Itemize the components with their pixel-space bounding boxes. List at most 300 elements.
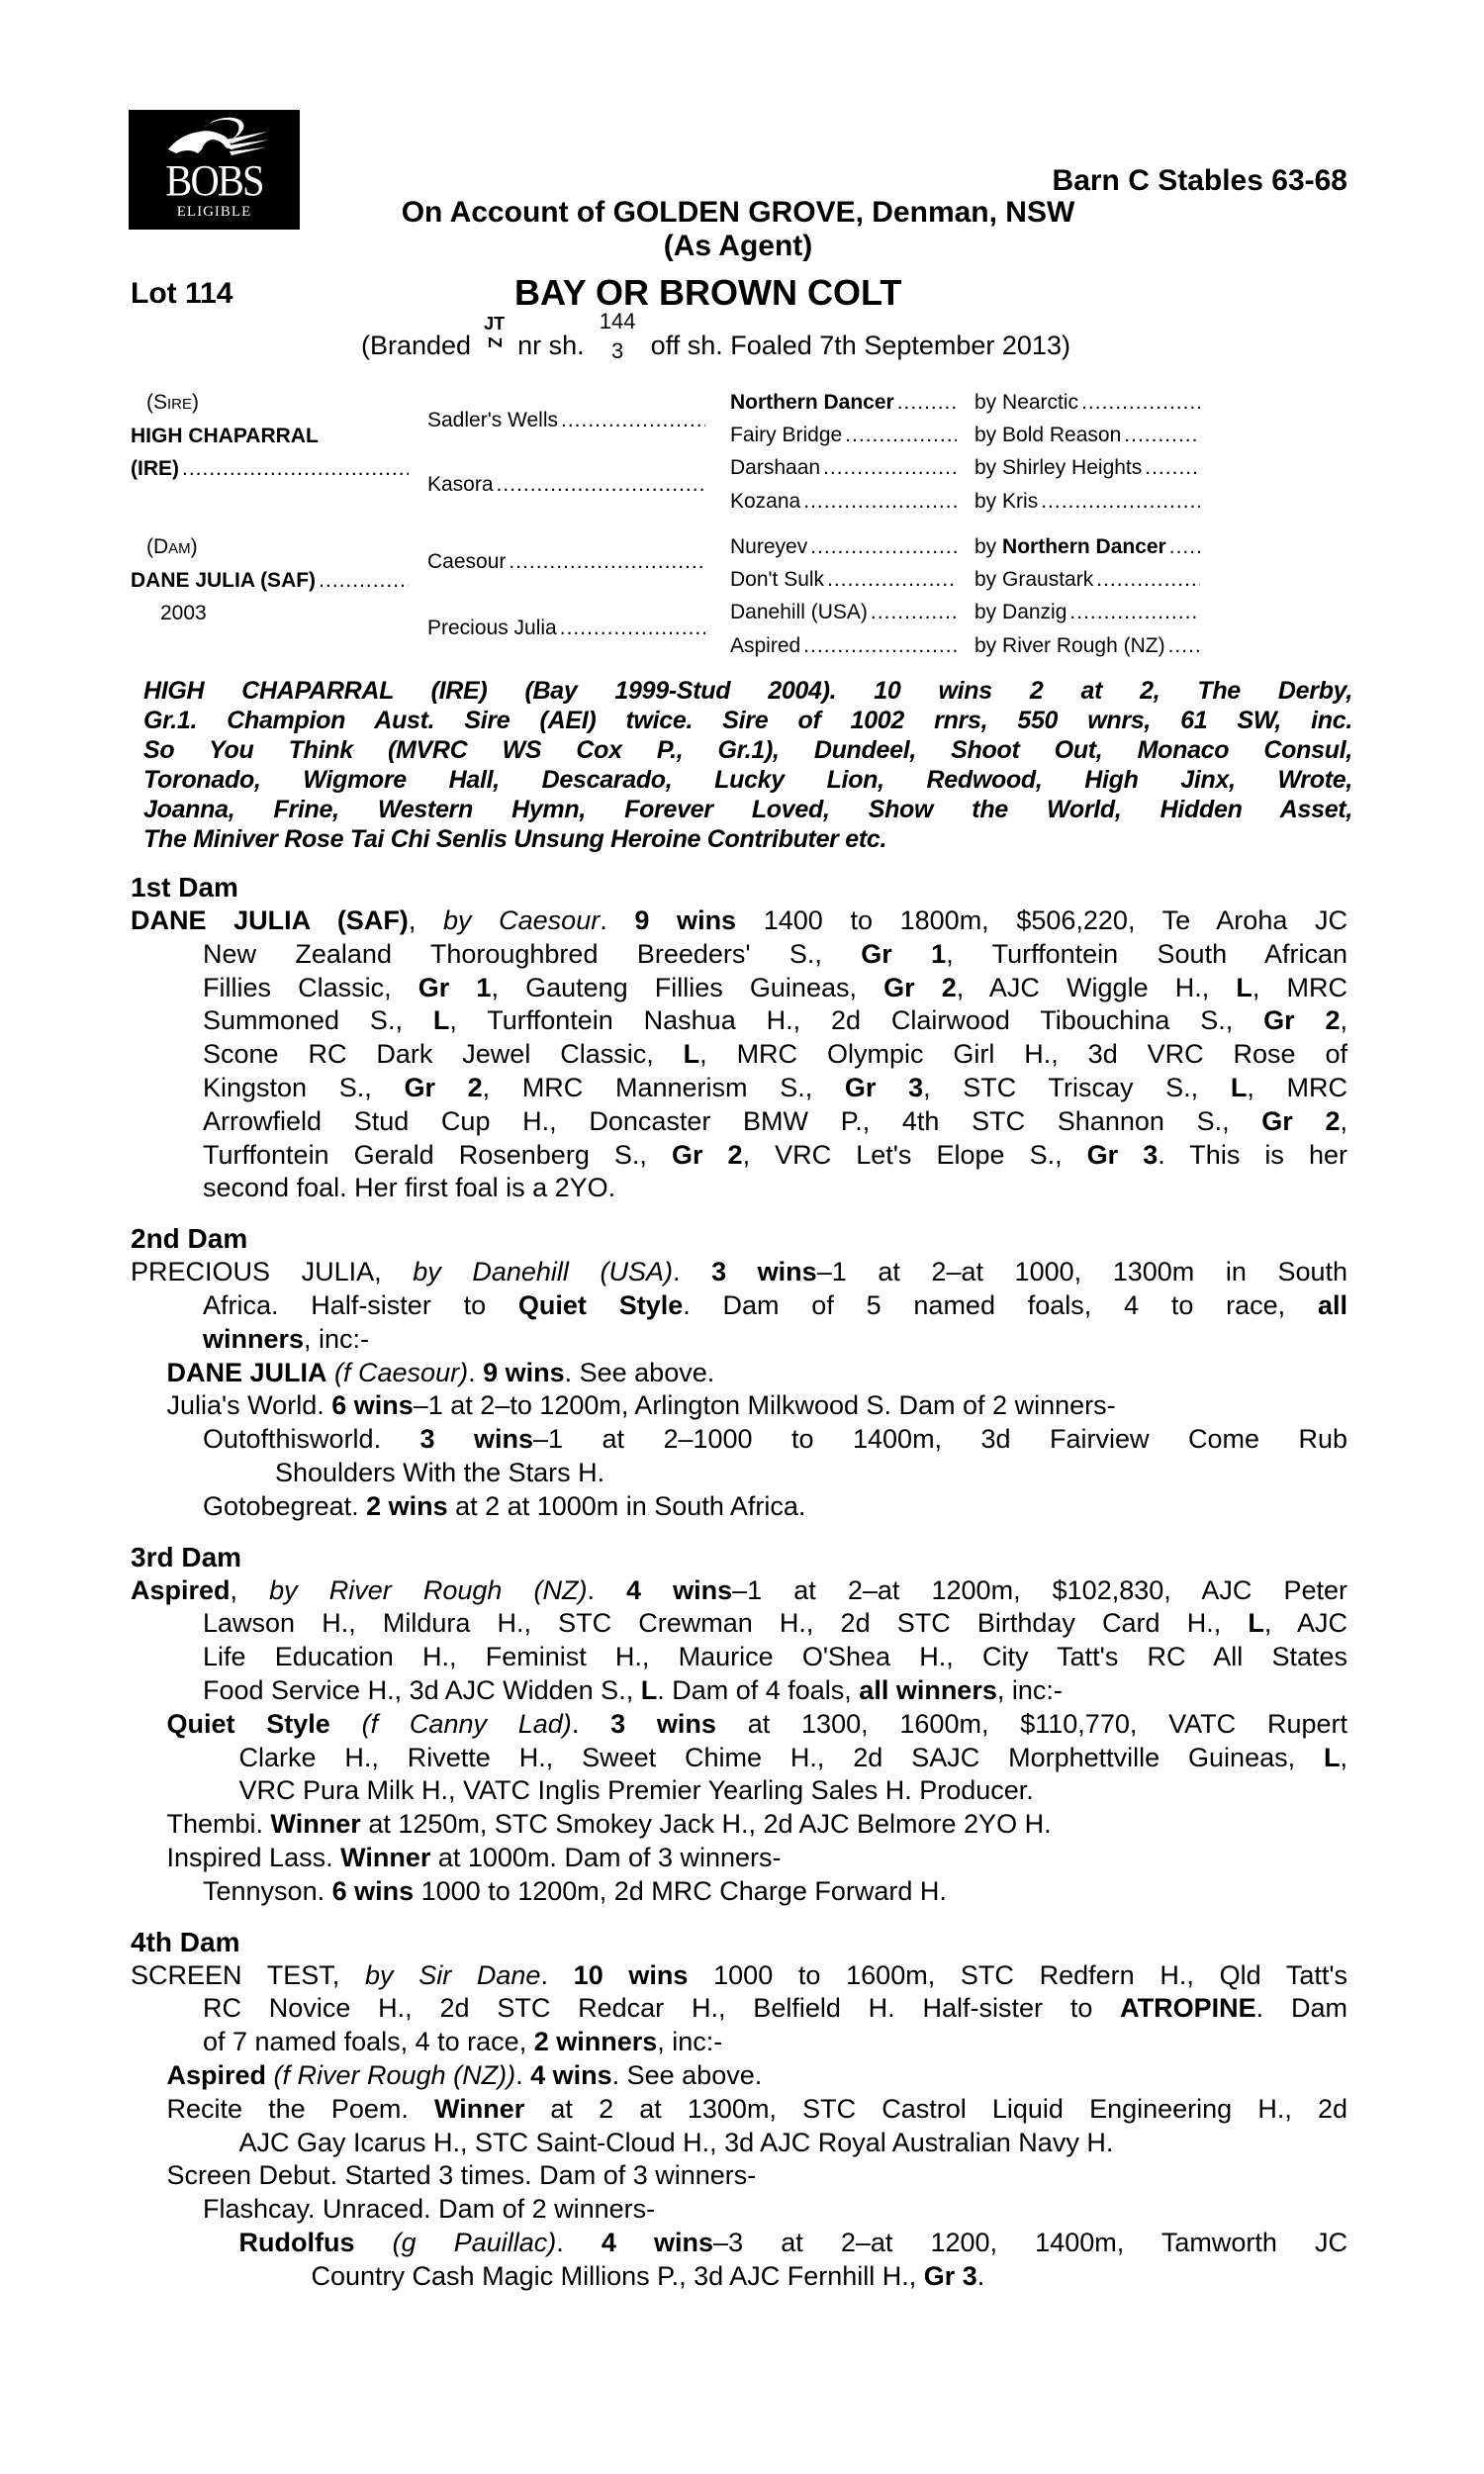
- granddam-maternal: [427, 616, 705, 641]
- text-line: [131, 1959, 1347, 1993]
- text-run: , STC Triscay S.,: [923, 1072, 1231, 1102]
- text-line: [203, 1105, 1347, 1139]
- by-prefix: by: [974, 456, 997, 479]
- italic-text: (f River Rough (NZ)): [273, 2059, 516, 2090]
- bold-text: 2 wins: [366, 1490, 448, 1521]
- ancestor-name: Nureyev: [730, 535, 808, 558]
- text-run: VRC Pura Milk H., VATC Inglis Premier Yearling Sales H. Producer.: [238, 1775, 1034, 1806]
- bold-text: 3 wins: [610, 1708, 716, 1739]
- bobs-eligible-logo: [129, 110, 300, 230]
- ancestor-name: Kasora: [427, 473, 494, 496]
- text-line: [275, 1457, 1347, 1490]
- dam-label: [146, 534, 198, 560]
- text-run: Turffontein Gerald Rosenberg S.,: [203, 1139, 672, 1170]
- text-run: at 1300, 1600m, $110,770, VATC Rupert: [715, 1708, 1347, 1739]
- text-run: second foal. Her first foal is a 2YO.: [203, 1173, 616, 1203]
- paren: (: [146, 535, 153, 558]
- bold-text: Gr 3: [844, 1072, 924, 1102]
- text-run: [266, 2060, 274, 2090]
- italic-text: by River Rough (NZ): [269, 1574, 588, 1605]
- bold-text: L: [640, 1674, 658, 1705]
- text-run: Kingston S.,: [203, 1072, 405, 1102]
- text-run: Shoulders With the Stars H.: [275, 1457, 605, 1487]
- text-line: [203, 938, 1347, 972]
- text-line: [239, 1774, 1348, 1808]
- bold-text: L: [1248, 1608, 1264, 1639]
- text-run: of 7 named foals, 4 to race,: [203, 2027, 534, 2057]
- text-run: ,: [408, 905, 443, 935]
- leader-dots: [845, 423, 957, 448]
- ancestor-name: Aspired: [730, 634, 801, 657]
- text-run: , Turffontein South African: [946, 938, 1347, 969]
- section-heading: 1st Dam: [131, 872, 238, 903]
- great-grandparent-sire: [974, 489, 1200, 515]
- great-grandparent: [730, 455, 957, 481]
- bold-text: Rudolfus: [238, 2227, 355, 2257]
- text-run: [327, 1358, 335, 1387]
- bold-text: Quiet Style: [517, 1289, 684, 1320]
- text-run: . This is her: [1158, 1139, 1347, 1170]
- great-grandparent: [730, 600, 957, 625]
- sire-name: HIGH CHAPARRAL: [131, 425, 319, 447]
- text-run: New Zealand Thoroughbred Breeders' S.,: [203, 938, 862, 969]
- dam-entry: [131, 904, 1347, 1205]
- text-line: [167, 2059, 1348, 2093]
- italic-text: by Caesour: [442, 905, 601, 935]
- text-line: [203, 1607, 1347, 1641]
- text-run: . See above.: [611, 2059, 763, 2090]
- bold-text: L: [683, 1039, 700, 1070]
- sire-name-suffix: [131, 456, 409, 482]
- text-line: [239, 2127, 1348, 2160]
- text-run: at 2 at 1300m, STC Castrol Liquid Engineering H., 2d: [524, 2093, 1347, 2124]
- text-run: Inspired Lass.: [166, 1842, 341, 1872]
- text-line: [131, 1574, 1347, 1608]
- sire-of-ancestor: River Rough (NZ): [1002, 634, 1165, 657]
- leader-dots: [1096, 567, 1200, 593]
- progeny-entry: [131, 1708, 1347, 1808]
- text-line: [167, 1357, 1348, 1390]
- italic-text: (f Canny Lad): [361, 1708, 572, 1739]
- text-line: [203, 1139, 1347, 1173]
- text-run: , VRC Let's Elope S.,: [742, 1139, 1087, 1170]
- text-line: [167, 1808, 1348, 1842]
- bold-text: 10 wins: [573, 1959, 689, 1990]
- branded-prefix: (Branded: [361, 331, 472, 360]
- text-run: –1 at 2–to 1200m, Arlington Milkwood S. Dam of 2 winners-: [413, 1390, 1116, 1421]
- italic-text: by Danehill (USA): [413, 1257, 673, 1287]
- section-heading: 4th Dam: [131, 1926, 240, 1957]
- ancestor-name: Sadler's Wells: [427, 409, 558, 431]
- logo-wordmark: BOBS: [165, 156, 263, 205]
- text-line: [203, 1323, 1347, 1357]
- sire-summary-line: The Miniver Rose Tai Chi Senlis Unsung Heroine Contributer etc.: [143, 825, 887, 853]
- text-line: [239, 1742, 1348, 1775]
- dam-label-rest: AM: [168, 540, 191, 557]
- bold-text: ATROPINE: [1120, 1993, 1256, 2024]
- leader-dots: [182, 456, 409, 482]
- text-run: .: [515, 2059, 531, 2090]
- section-heading: 2nd Dam: [131, 1223, 248, 1255]
- great-grandparent: [730, 489, 957, 515]
- bold-text: all winners: [859, 1674, 997, 1705]
- brand-near-side: nr sh.: [517, 331, 585, 360]
- text-run: at 1000m. Dam of 3 winners-: [430, 1842, 782, 1872]
- sire-of-ancestor: Kris: [1002, 490, 1039, 513]
- dam-name-row: [131, 568, 409, 594]
- granddam-paternal: [427, 472, 705, 498]
- ancestor-name: Darshaan: [730, 456, 821, 479]
- leader-dots: [1069, 600, 1200, 625]
- horse-head-icon: [129, 110, 300, 161]
- sire-summary-line: HIGH CHAPARRAL (IRE) (Bay 1999-Stud 2004). 10 wins 2 at 2, The Derby,: [143, 677, 1352, 705]
- text-run: , MRC Olympic Girl H., 3d VRC Rose of: [699, 1039, 1347, 1070]
- foaled-date: off sh. Foaled 7th September 2013): [650, 331, 1070, 360]
- brand-mark: [483, 314, 507, 354]
- bold-text: Gr 3: [1086, 1139, 1159, 1170]
- by-prefix: by: [974, 391, 997, 414]
- bold-text: Gr 2: [1263, 1005, 1341, 1036]
- by-prefix: by: [974, 601, 997, 623]
- dam-section: [131, 1222, 1347, 1523]
- text-run: .: [587, 1574, 627, 1605]
- dam-entry: [131, 1256, 1347, 1356]
- lot-number: Lot 114: [131, 277, 233, 310]
- text-line: [203, 1289, 1347, 1323]
- sire-country: (IRE): [131, 457, 179, 480]
- text-run: SCREEN TEST,: [131, 1959, 365, 1990]
- ancestor-name: Fairy Bridge: [730, 424, 843, 446]
- sire-summary-line: Joanna, Frine, Western Hymn, Forever Loved, Show the World, Hidden Asset,: [143, 796, 1352, 823]
- ancestor-name: Don't Sulk: [730, 568, 825, 591]
- bold-text: L: [1323, 1742, 1341, 1772]
- sire-summary-line: So You Think (MVRC WS Cox P., Gr.1), Dundeel, Shoot Out, Monaco Consul,: [143, 736, 1352, 764]
- bold-text: Gr 2: [671, 1139, 743, 1170]
- progeny-entry: [131, 1842, 1347, 1875]
- bold-text: 2 winners: [533, 2027, 658, 2057]
- brand-number: 144: [599, 309, 636, 333]
- text-run: .: [540, 1959, 574, 1990]
- text-run: 1000 to 1600m, STC Redfern H., Qld Tatt's: [688, 1959, 1347, 1990]
- great-grandparent: [730, 534, 957, 560]
- text-run: Gotobegreat.: [203, 1490, 367, 1521]
- text-line: [203, 1992, 1347, 2026]
- dam-entry: [131, 1959, 1347, 2059]
- text-line: [203, 972, 1347, 1005]
- text-run: Lawson H., Mildura H., STC Crewman H., 2d STC Birthday Card H.,: [203, 1608, 1249, 1639]
- progeny-entry: [131, 1423, 1347, 1490]
- brand-off-side-number: [598, 309, 637, 363]
- paren: ): [190, 535, 198, 558]
- bold-text: DANE JULIA (SAF): [131, 905, 409, 935]
- leader-dots: [319, 568, 409, 594]
- text-run: . See above.: [564, 1357, 715, 1387]
- dam-section: [131, 1541, 1347, 1909]
- paren: (: [146, 391, 153, 414]
- text-run: –1 at 2–at 1200m, $102,830, AJC Peter: [732, 1574, 1347, 1605]
- leader-dots: [1081, 390, 1200, 416]
- text-run: Scone RC Dark Jewel Classic,: [203, 1039, 684, 1070]
- leader-dots: [509, 549, 705, 575]
- great-grandparent: [730, 633, 957, 659]
- progeny-entry: [131, 2159, 1347, 2193]
- text-run: , Turffontein Nashua H., 2d Clairwood Tibouchina S.,: [449, 1005, 1264, 1036]
- text-run: PRECIOUS JULIA,: [131, 1257, 414, 1287]
- text-run: –1 at 2–1000 to 1400m, 3d Fairview Come Rub: [533, 1424, 1347, 1455]
- ancestor-name: Northern Dancer: [730, 391, 894, 414]
- by-prefix: by: [974, 535, 997, 558]
- ancestor-name: Precious Julia: [427, 617, 557, 639]
- leader-dots: [1168, 633, 1200, 659]
- leader-dots: [803, 633, 957, 659]
- sire-of-ancestor: Nearctic: [1002, 391, 1079, 414]
- text-run: at 2 at 1000m in South Africa.: [447, 1490, 806, 1521]
- bold-text: 9 wins: [483, 1357, 565, 1387]
- ancestor-name: Caesour: [427, 550, 507, 573]
- text-run: . Dam of 5 named foals, 4 to race,: [683, 1289, 1318, 1320]
- dam-foaled-year: 2003: [160, 602, 207, 624]
- brand-mark-symbol: Z: [484, 336, 505, 348]
- text-run: , MRC Mannerism S.,: [482, 1072, 845, 1102]
- great-grandparent-sire: [974, 390, 1200, 416]
- text-run: . Dam of 4 foals,: [657, 1674, 860, 1705]
- text-line: [203, 1423, 1347, 1457]
- text-line: [203, 1072, 1347, 1105]
- text-run: Food Service H., 3d AJC Widden S.,: [203, 1674, 641, 1705]
- great-grandparent-sire: [974, 423, 1200, 448]
- text-run: Outofthisworld.: [203, 1424, 420, 1455]
- great-grandparent: [730, 567, 957, 593]
- by-prefix: by: [974, 424, 997, 446]
- text-run: .: [672, 1257, 712, 1287]
- text-run: Screen Debut. Started 3 times. Dam of 3 winners-: [166, 2160, 757, 2191]
- text-run: Arrowfield Stud Cup H., Doncaster BMW P., 4th STC Shannon S.,: [203, 1105, 1262, 1136]
- bold-text: Gr 2: [1261, 1105, 1341, 1136]
- text-run: , inc:-: [996, 1674, 1063, 1705]
- italic-text: (g Pauillac): [392, 2227, 557, 2257]
- text-line: [203, 1641, 1347, 1674]
- by-prefix: by: [974, 634, 997, 657]
- great-grandparent-sire: [974, 455, 1200, 481]
- text-run: Fillies Classic,: [203, 972, 418, 1002]
- text-line: [203, 1490, 1347, 1524]
- bold-text: Winner: [340, 1842, 431, 1872]
- bold-text: L: [1236, 972, 1252, 1002]
- progeny-entry: [131, 1808, 1347, 1842]
- leader-dots: [823, 455, 957, 481]
- sire-summary: [143, 676, 1352, 854]
- text-line: [203, 1004, 1347, 1038]
- progeny-entry: [131, 1357, 1347, 1390]
- text-run: ,: [1340, 1005, 1347, 1036]
- grandsire-paternal: [427, 408, 705, 433]
- bold-text: winners: [203, 1323, 305, 1354]
- leader-dots: [560, 616, 705, 641]
- text-line: [203, 1674, 1347, 1708]
- text-run: , MRC: [1247, 1072, 1347, 1102]
- sire-label-rest: IRE: [167, 396, 193, 413]
- leader-dots: [561, 408, 705, 433]
- sire-label-cap: S: [153, 391, 168, 414]
- leader-dots: [897, 390, 957, 416]
- text-run: 1400 to 1800m, $506,220, Te Aroha JC: [736, 905, 1347, 935]
- logo-subtitle: ELIGIBLE: [176, 204, 252, 220]
- sire-of-ancestor: Shirley Heights: [1002, 456, 1143, 479]
- text-run: ,: [230, 1574, 270, 1605]
- leader-dots: [1124, 423, 1200, 448]
- sire-of-ancestor: Northern Dancer: [1002, 535, 1166, 558]
- sire-of-ancestor: Graustark: [1002, 568, 1094, 591]
- sire-label: [146, 390, 199, 416]
- leader-dots: [871, 600, 957, 625]
- bold-text: L: [1230, 1072, 1248, 1102]
- pedigree-table: [131, 386, 1209, 663]
- bold-text: 3 wins: [711, 1257, 817, 1287]
- by-prefix: by: [974, 490, 997, 513]
- sire-of-ancestor: Danzig: [1002, 601, 1067, 623]
- dam-entry: [131, 1574, 1347, 1708]
- text-run: , inc:-: [657, 2027, 723, 2057]
- bold-text: Winner: [270, 1809, 361, 1840]
- vendor-account: On Account of GOLDEN GROVE, Denman, NSW: [401, 196, 1075, 229]
- text-line: [203, 2193, 1347, 2227]
- progeny-entry: [131, 2059, 1347, 2093]
- text-run: –1 at 2–at 1000, 1300m in South: [816, 1257, 1347, 1287]
- great-grandparent-sire: [974, 633, 1200, 659]
- sire-of-ancestor: Bold Reason: [1002, 424, 1122, 446]
- great-grandparent: [730, 423, 957, 448]
- progeny-entry: [131, 2227, 1347, 2294]
- progeny-entry: [131, 1875, 1347, 1909]
- bold-text: Gr 3: [923, 2260, 977, 2291]
- text-run: .: [468, 1357, 484, 1387]
- sire-summary-line: Toronado, Wigmore Hall, Descarado, Lucky Lion, Redwood, High Jinx, Wrote,: [143, 766, 1352, 794]
- text-run: at 1250m, STC Smokey Jack H., 2d AJC Belmore 2YO H.: [360, 1809, 1052, 1840]
- leader-dots: [1041, 489, 1200, 515]
- section-heading: 3rd Dam: [131, 1541, 242, 1572]
- italic-text: (f Caesour): [334, 1357, 469, 1387]
- bold-text: 3 wins: [419, 1424, 534, 1455]
- dam-section: [131, 1926, 1347, 2294]
- text-line: [167, 1708, 1348, 1742]
- bold-text: 4 wins: [601, 2227, 714, 2257]
- bold-text: DANE JULIA: [166, 1357, 327, 1387]
- branding-line: [361, 309, 1070, 363]
- text-run: .: [600, 905, 635, 935]
- text-line: [167, 1389, 1348, 1423]
- text-run: [330, 1709, 362, 1739]
- ancestor-name: Danehill (USA): [730, 601, 868, 623]
- bold-text: Quiet Style: [166, 1708, 330, 1739]
- text-line: [167, 2159, 1348, 2193]
- text-line: [203, 1038, 1347, 1072]
- text-run: 1000 to 1200m, 2d MRC Charge Forward H.: [414, 1875, 947, 1906]
- text-run: RC Novice H., 2d STC Redcar H., Belfield H. Half-sister to: [203, 1993, 1121, 2024]
- text-run: , AJC Wiggle H.,: [956, 972, 1237, 1002]
- text-run: .: [976, 2260, 985, 2291]
- bold-text: L: [432, 1005, 450, 1036]
- barn-location: Barn C Stables 63-68: [1052, 164, 1347, 197]
- dam-name: DANE JULIA (SAF): [131, 569, 317, 592]
- text-run: .: [571, 1708, 611, 1739]
- leader-dots: [497, 472, 705, 498]
- text-run: . Dam: [1255, 1993, 1347, 2024]
- bold-text: Gr 2: [883, 972, 957, 1002]
- bold-text: 6 wins: [331, 1390, 414, 1421]
- text-line: [239, 2227, 1348, 2260]
- bold-text: 4 wins: [626, 1574, 733, 1605]
- text-run: , Gauteng Fillies Guineas,: [491, 972, 884, 1002]
- text-run: Recite the Poem.: [166, 2093, 435, 2124]
- text-run: Africa. Half-sister to: [203, 1289, 518, 1320]
- text-run: –3 at 2–at 1200, 1400m, Tamworth JC: [713, 2227, 1347, 2257]
- text-run: ,: [1340, 1742, 1347, 1772]
- dam-section: [131, 871, 1347, 1205]
- ancestor-name: Kozana: [730, 490, 801, 513]
- sire-summary-line: Gr.1. Champion Aust. Sire (AEI) twice. Sire of 1002 rnrs, 550 wnrs, 61 SW, inc.: [143, 707, 1352, 734]
- text-run: AJC Gay Icarus H., STC Saint-Cloud H., 3d AJC Royal Australian Navy H.: [238, 2127, 1114, 2157]
- text-run: Country Cash Magic Millions P., 3d AJC Fernhill H.,: [311, 2260, 924, 2291]
- female-line: [131, 871, 1347, 2310]
- by-prefix: by: [974, 568, 997, 591]
- horse-description: BAY OR BROWN COLT: [514, 272, 902, 313]
- text-line: [203, 1172, 1347, 1205]
- text-run: , MRC: [1252, 972, 1347, 1002]
- text-line: [131, 904, 1347, 938]
- bold-text: Winner: [434, 2093, 525, 2124]
- bold-text: 4 wins: [530, 2059, 612, 2090]
- brand-year-digit: 3: [611, 338, 624, 363]
- text-run: Clarke H., Rivette H., Sweet Chime H., 2d SAJC Morphettville Guineas,: [238, 1742, 1324, 1772]
- text-line: [131, 1256, 1347, 1289]
- paren: ): [192, 391, 200, 414]
- leader-dots: [1169, 534, 1200, 560]
- leader-dots: [827, 567, 957, 593]
- text-run: , AJC: [1263, 1608, 1347, 1639]
- bold-text: Aspired: [131, 1574, 231, 1605]
- bold-text: Gr 1: [417, 972, 492, 1002]
- bold-text: all: [1317, 1289, 1347, 1320]
- text-run: Thembi.: [166, 1809, 271, 1840]
- text-line: [167, 1842, 1348, 1875]
- text-run: Summoned S.,: [203, 1005, 433, 1036]
- text-run: .: [556, 2227, 602, 2257]
- great-grandparent-sire: [974, 600, 1200, 625]
- text-line: [203, 1875, 1347, 1909]
- text-run: Tennyson.: [203, 1875, 332, 1906]
- progeny-entry: [131, 1490, 1347, 1524]
- text-run: , inc:-: [304, 1323, 370, 1354]
- text-run: ,: [1340, 1105, 1347, 1136]
- text-run: [354, 2228, 392, 2257]
- bold-text: Gr 1: [861, 938, 947, 969]
- dam-label-cap: D: [153, 535, 169, 558]
- vendor-agent-note: (As Agent): [663, 230, 813, 262]
- bold-text: 9 wins: [634, 905, 737, 935]
- bold-text: Gr 2: [404, 1072, 483, 1102]
- great-grandparent-sire: [974, 567, 1200, 593]
- text-line: [312, 2260, 1348, 2294]
- progeny-entry: [131, 2193, 1347, 2227]
- progeny-entry: [131, 2093, 1347, 2160]
- brand-mark-letters: JT: [484, 314, 506, 333]
- text-run: Flashcay. Unraced. Dam of 2 winners-: [203, 2194, 656, 2225]
- great-grandparent: [730, 390, 957, 416]
- text-run: Life Education H., Feminist H., Maurice O'Shea H., City Tatt's RC All States: [203, 1642, 1347, 1672]
- bold-text: 6 wins: [331, 1875, 415, 1906]
- leader-dots: [1145, 455, 1200, 481]
- leader-dots: [810, 534, 957, 560]
